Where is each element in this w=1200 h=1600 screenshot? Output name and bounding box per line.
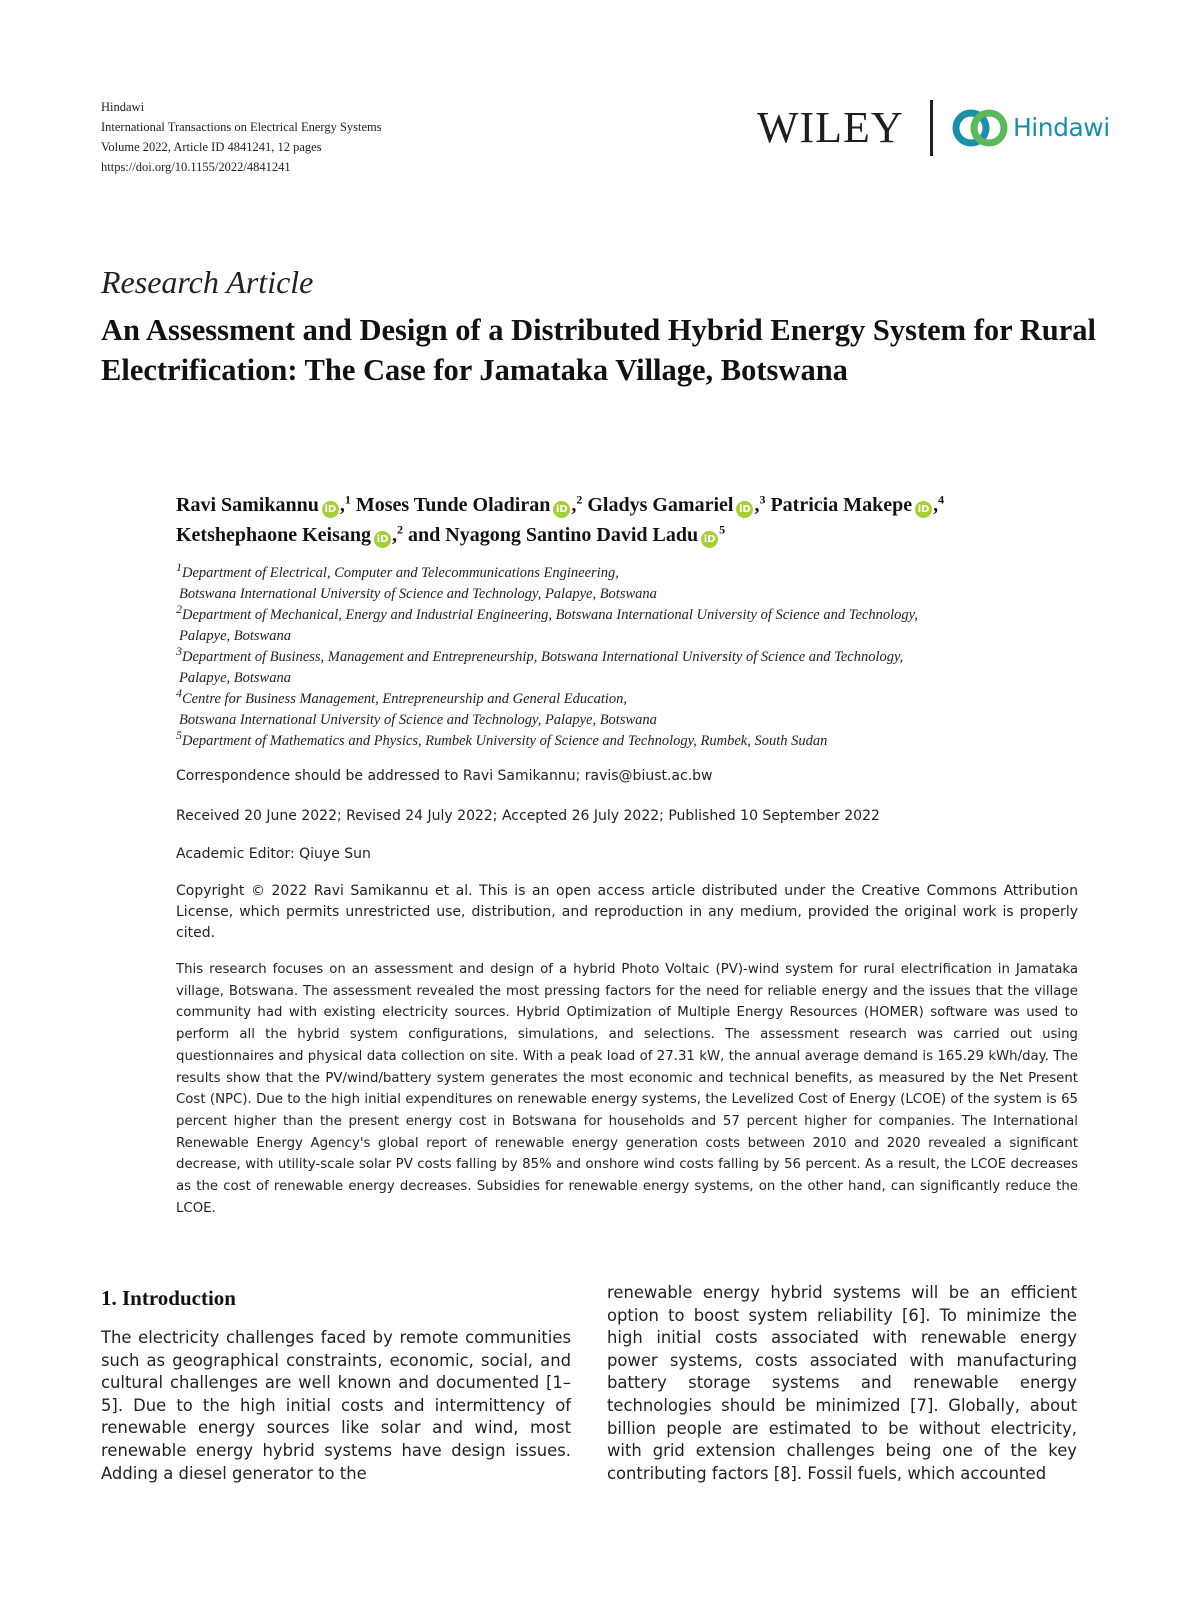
author-name[interactable]: Gladys Gamariel xyxy=(587,494,734,516)
author-name[interactable]: Patricia Makepe xyxy=(770,494,913,516)
author-affiliation-number: 3 xyxy=(759,492,766,507)
author-list: Ravi Samikannu iD ,$^1$ Moses Tunde Oladiran iD ,$^2$ Gladys Gamariel iD ,$^3$ Patricia Makepe iD ,$^4$ Ketshephaone Keisang iD ,$^2$ and Nyagong Santino David Ladu $iD^5$ xyxy=(176,492,945,546)
publisher-logos xyxy=(757,98,1117,158)
author-affiliation-number: 4 xyxy=(938,492,945,507)
affiliation-item: $^5$Department of Mathematics and Physics, Rumbek University of Science and Technology, Rumbek, South Sudan xyxy=(176,728,828,749)
article-type: Research Article xyxy=(101,264,314,300)
author-affiliation-number: 5 xyxy=(719,522,726,537)
orcid-icon[interactable]: iD xyxy=(322,501,339,518)
author-affiliation-number: 2 xyxy=(576,492,583,507)
academic-editor: Academic Editor: Qiuye Sun xyxy=(176,846,371,862)
copyright-notice: Copyright © 2022 Ravi Samikannu et al. This is an open access article distributed under the Creative Commons Attribution License, which permits unrestricted use, distribution, and reproduction in any medium, provided the original work is properly cited. xyxy=(176,883,1078,941)
article-title: An Assessment and Design of a Distributed Hybrid Energy System for Rural Electrification: The Case for Jamataka Village, Botswana xyxy=(101,313,1096,387)
correspondence[interactable]: Correspondence should be addressed to Ravi Samikannu; ravis@biust.ac.bw xyxy=(176,768,713,784)
body-column-left: The electricity challenges faced by remote communities such as geographical constraints, economic, social, and cultural challenges are well known and documented [1–5]. Due to the high initial costs and intermittency of renewable energy sources like solar and wind, most renewable energy hybrid systems have design issues. Adding a diesel generator to the xyxy=(101,1328,571,1483)
doi-link[interactable]: https://doi.org/10.1155/2022/4841241 xyxy=(101,160,291,174)
orcid-icon[interactable]: iD xyxy=(736,501,753,518)
section-heading: 1. Introduction xyxy=(101,1286,236,1310)
orcid-icon[interactable]: iD xyxy=(374,531,391,548)
body-column-right: renewable energy hybrid systems will be an efficient option to boost system reliability [6]. To minimize the high initial costs associated with renewable energy power systems, costs associated with manufacturing battery storage systems and renewable energy technologies should be minimized [7]. Globally, about billion people are estimated to be without electricity, with grid extension challenges being one of the key contributing factors [8]. Fossil fuels, which accounted xyxy=(607,1283,1077,1483)
logo-divider xyxy=(930,100,933,156)
affiliation-item: $^2$Department of Mechanical, Energy and Industrial Engineering, Botswana International University of Science and Technology, Palapye, Botswana xyxy=(176,602,918,644)
affiliation-item: $^1$Department of Electrical, Computer and Telecommunications Engineering, Botswana International University of Science and Technology, Palapye, Botswana xyxy=(176,560,657,602)
hindawi-logo-text: Hindawi xyxy=(1013,113,1110,142)
volume-line: Volume 2022, Article ID 4841241, 12 pages xyxy=(101,140,322,154)
publication-dates: Received 20 June 2022; Revised 24 July 2022; Accepted 26 July 2022; Published 10 September 2022 xyxy=(176,808,880,824)
journal-header xyxy=(101,97,382,177)
affiliation-item: $^3$Department of Business, Management and Entrepreneurship, Botswana International University of Science and Technology, Palapye, Botswana xyxy=(176,644,904,686)
journal-name: International Transactions on Electrical Energy Systems xyxy=(101,120,382,134)
orcid-icon[interactable]: iD xyxy=(915,501,932,518)
author-conjunction: and xyxy=(408,524,441,546)
orcid-icon[interactable]: iD xyxy=(553,501,570,518)
affiliation-list xyxy=(176,560,1096,752)
affiliation-item: $^4$Centre for Business Management, Entrepreneurship and General Education, Botswana International University of Science and Technology, Palapye, Botswana xyxy=(176,686,657,728)
author-affiliation-number: 1 xyxy=(344,492,351,507)
author-name[interactable]: Ravi Samikannu xyxy=(176,494,319,516)
orcid-icon[interactable]: iD xyxy=(701,531,718,548)
author-name[interactable]: Nyagong Santino David Ladu xyxy=(445,524,699,546)
abstract: This research focuses on an assessment and design of a hybrid Photo Voltaic (PV)-wind system for rural electrification in Jamataka village, Botswana. The assessment revealed the most pressing factors for the need for reliable energy and the issues that the village community had with existing electricity sources. Hybrid Optimization of Multiple Energy Resources (HOMER) software was used to perform all the hybrid system configurations, simulations, and selections. The assessment research was carried out using questionnaires and physical data collection on site. With a peak load of 27.31 kW, the annual average demand is 165.29 kWh/day. The results show that the PV/wind/battery system generates the most economic and technical benefits, as measured by the Net Present Cost (NPC). Due to the high initial expenditures on renewable energy systems, the Levelized Cost of Energy (LCOE) of the system is 65 percent higher than the present energy cost in Botswana for households and 57 percent higher for companies. The International Renewable Energy Agency's global report of renewable energy generation costs between 2010 and 2020 revealed a significant decrease, with utility-scale solar PV costs falling by 85% and onshore wind costs falling by 56 percent. As a result, the LCOE decreases as the cost of renewable energy decreases. Subsidies for renewable energy systems, on the other hand, can significantly reduce the LCOE. xyxy=(176,962,1078,1216)
wiley-logo: WILEY xyxy=(757,103,904,152)
author-name[interactable]: Moses Tunde Oladiran xyxy=(355,494,551,516)
hindawi-logo-icon xyxy=(951,108,1011,148)
publisher-name: Hindawi xyxy=(101,100,145,114)
author-affiliation-number: 2 xyxy=(397,522,404,537)
author-name[interactable]: Ketshephaone Keisang xyxy=(176,524,372,546)
